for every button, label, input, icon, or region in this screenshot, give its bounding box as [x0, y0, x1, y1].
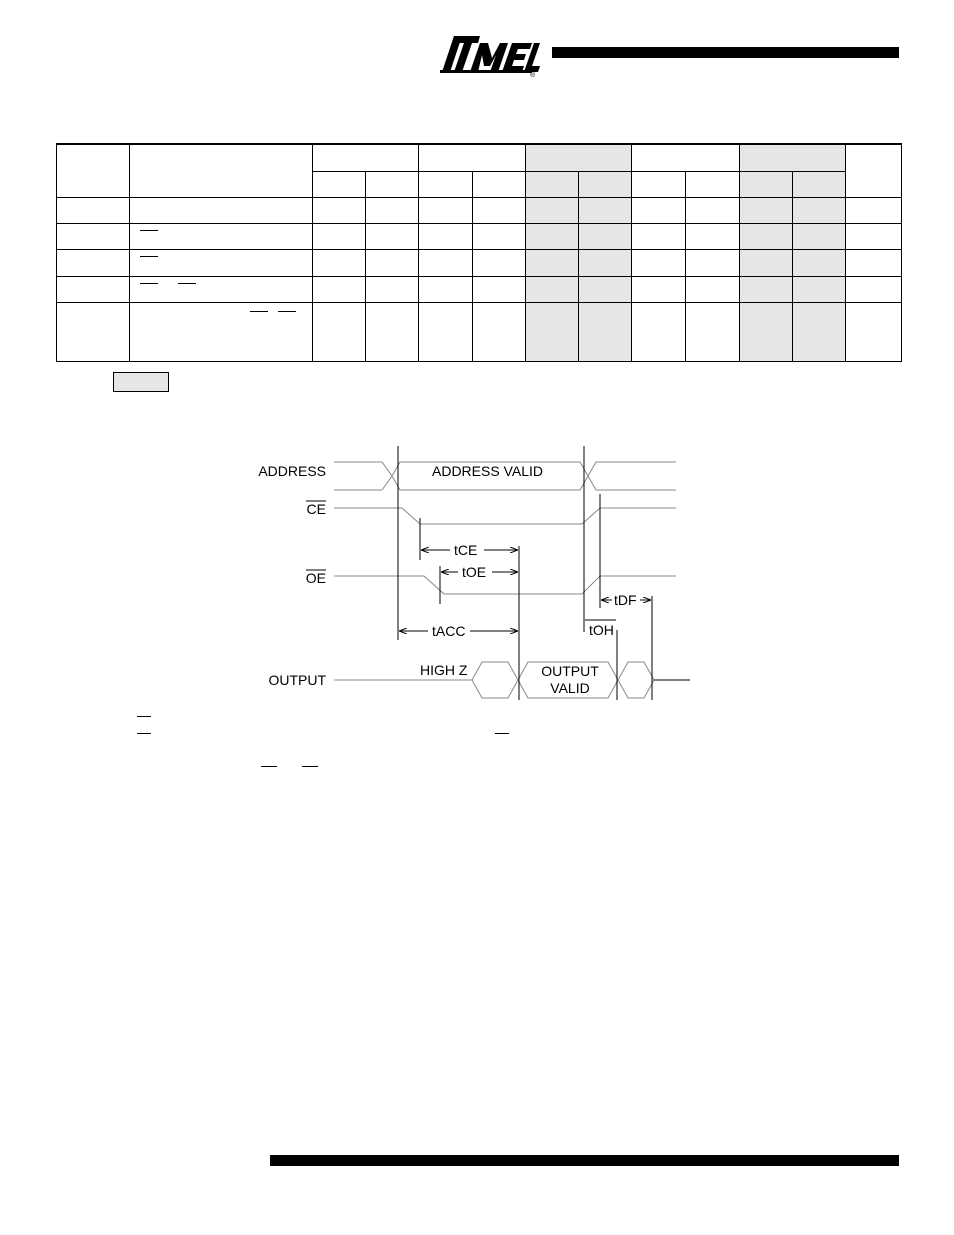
oe-signal-label: OE: [305, 570, 326, 586]
overbar: [250, 311, 268, 312]
table-cell: [473, 171, 526, 197]
ce-waveform: [334, 508, 676, 524]
registered-mark: ®: [530, 72, 536, 78]
table-row: [57, 197, 902, 223]
table-row: [57, 249, 902, 276]
output-valid-label-line1: OUTPUT: [541, 663, 599, 679]
table-cell-shaded: [579, 171, 632, 197]
address-signal-label: ADDRESS: [258, 463, 326, 479]
table-cell-shaded: [740, 144, 846, 171]
table-cell: [846, 144, 902, 197]
output-waveform: [334, 662, 654, 698]
table-cell: [632, 144, 740, 171]
table-cell-shaded: [793, 171, 846, 197]
output-signal-label: OUTPUT: [268, 672, 326, 688]
table-cell: [419, 171, 473, 197]
note-overbar: [302, 766, 318, 767]
note-overbar: [137, 733, 151, 734]
note-overbar: [495, 733, 509, 734]
table-cell-shaded: [740, 171, 793, 197]
table-row: [57, 276, 902, 302]
table-header-row: [57, 144, 902, 171]
overbar: [278, 311, 296, 312]
address-valid-label: ADDRESS VALID: [432, 463, 543, 479]
table-cell-shaded: [526, 171, 579, 197]
toh-label: tOH: [589, 622, 614, 638]
footer-rule: [270, 1155, 899, 1166]
table-row: [57, 302, 902, 361]
toe-label: tOE: [462, 564, 487, 580]
overbar: [178, 283, 196, 284]
table-cell: [419, 144, 526, 171]
atmel-logo: [440, 30, 540, 78]
note-overbar: [261, 766, 277, 767]
tdf-label: tDF: [614, 592, 637, 608]
note-overbar: [137, 716, 151, 717]
table-cell: [686, 171, 740, 197]
tacc-label: tACC: [432, 623, 466, 639]
ce-signal-label: CE: [306, 501, 326, 517]
tce-label: tCE: [454, 542, 478, 558]
header-rule: [552, 47, 899, 58]
overbar: [140, 256, 158, 257]
table-row: [57, 223, 902, 249]
high-z-label: HIGH Z: [420, 662, 468, 678]
table-cell: [57, 144, 130, 197]
table-cell: [313, 171, 366, 197]
overbar: [140, 230, 158, 231]
read-timing-diagram: [0, 440, 954, 710]
table-cell-shaded: [526, 144, 632, 171]
table-cell: [313, 144, 419, 171]
output-valid-label-line2: VALID: [550, 680, 590, 696]
overbar: [140, 283, 158, 284]
table-cell: [632, 171, 686, 197]
shading-legend-box: [113, 372, 169, 392]
table-cell: [130, 144, 313, 197]
ac-characteristics-table: [56, 143, 902, 362]
table-cell: [366, 171, 419, 197]
